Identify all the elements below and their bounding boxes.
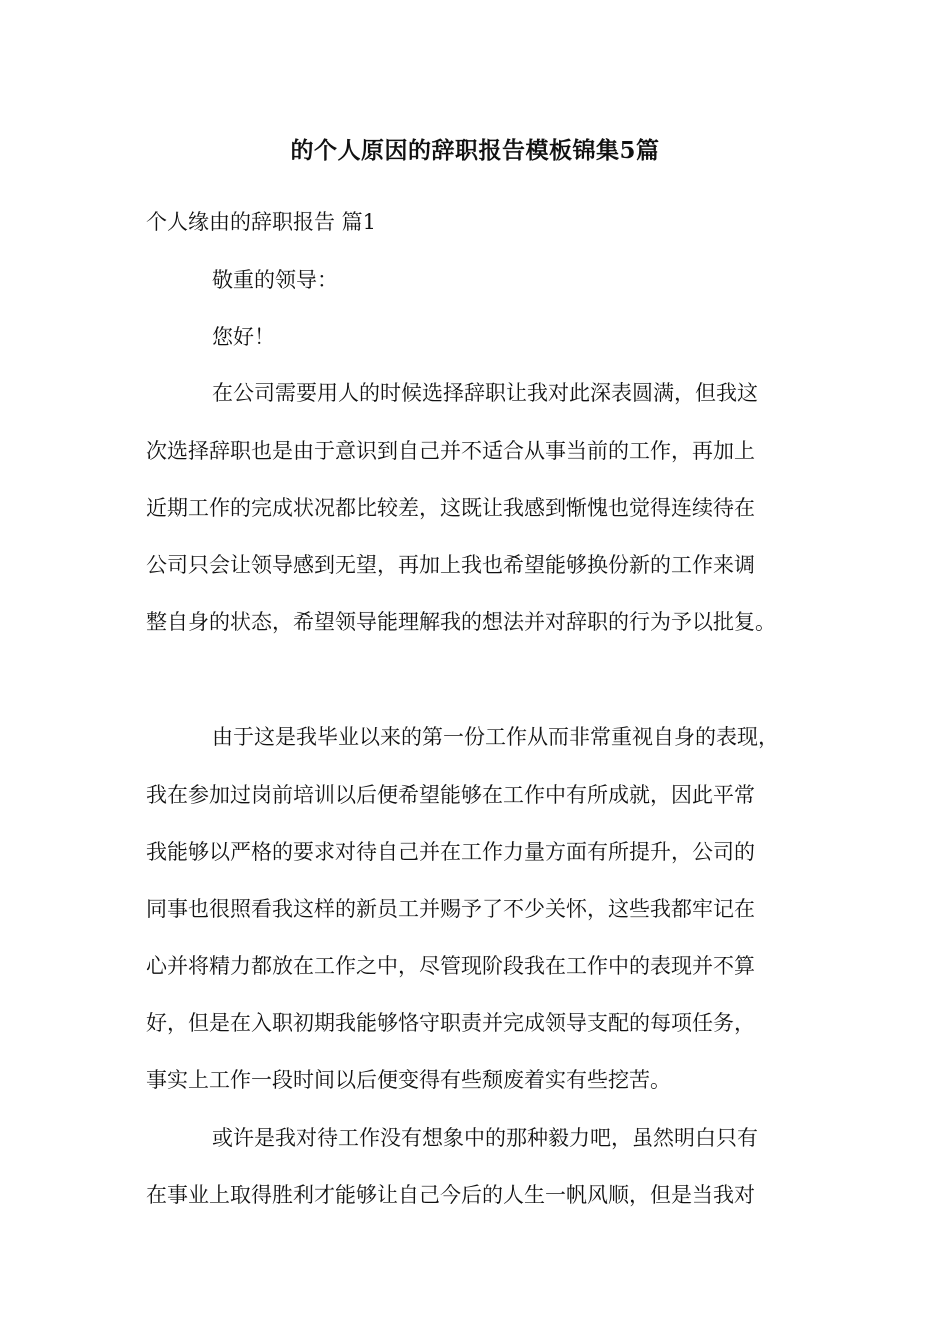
greeting: 您好！ — [212, 325, 275, 349]
paragraph-3-line-1: 或许是我对待工作没有想象中的那种毅力吧，虽然明白只有 — [212, 1126, 758, 1150]
paragraph-1-line-4: 公司只会让领导感到无望，再加上我也希望能够换份新的工作来调 — [146, 553, 755, 577]
paragraph-2-line-7: 事实上工作一段时间以后便变得有些颓废着实有些挖苦。 — [146, 1068, 671, 1092]
section-heading: 个人缘由的辞职报告 篇1 — [146, 210, 377, 234]
paragraph-1-line-1: 在公司需要用人的时候选择辞职让我对此深表圆满，但我这 — [212, 381, 758, 405]
paragraph-2-line-1: 由于这是我毕业以来的第一份工作从而非常重视自身的表现， — [212, 725, 779, 749]
paragraph-2-line-2: 我在参加过岗前培训以后便希望能够在工作中有所成就，因此平常 — [146, 783, 755, 807]
document-title: 的个人原因的辞职报告模板锦集5篇 — [290, 137, 660, 164]
paragraph-2-line-4: 同事也很照看我这样的新员工并赐予了不少关怀，这些我都牢记在 — [146, 897, 755, 921]
paragraph-2-line-6: 好，但是在入职初期我能够恪守职责并完成领导支配的每项任务， — [146, 1011, 755, 1035]
paragraph-2-line-5: 心并将精力都放在工作之中，尽管现阶段我在工作中的表现并不算 — [146, 954, 755, 978]
paragraph-1-line-5: 整自身的状态，希望领导能理解我的想法并对辞职的行为予以批复。 — [146, 610, 776, 634]
salutation: 敬重的领导： — [212, 268, 338, 292]
paragraph-3-line-2: 在事业上取得胜利才能够让自己今后的人生一帆风顺，但是当我对 — [146, 1183, 755, 1207]
paragraph-1-line-2: 次选择辞职也是由于意识到自己并不适合从事当前的工作，再加上 — [146, 439, 755, 463]
paragraph-2-line-3: 我能够以严格的要求对待自己并在工作力量方面有所提升，公司的 — [146, 840, 755, 864]
paragraph-1-line-3: 近期工作的完成状况都比较差，这既让我感到惭愧也觉得连续待在 — [146, 496, 755, 520]
